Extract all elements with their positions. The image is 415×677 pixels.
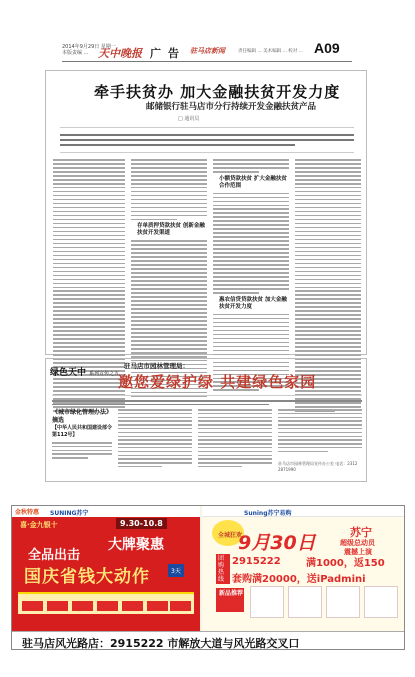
text-line: [53, 211, 125, 213]
text-line: [118, 439, 192, 441]
text-line: [295, 354, 361, 356]
text-line: [131, 183, 207, 185]
text-line: [53, 171, 125, 173]
green-article: [45, 358, 367, 482]
text-line: [198, 413, 272, 415]
text-line: [118, 413, 192, 415]
text-line: [213, 220, 289, 222]
ad-slogan-all-products: 全品出击: [28, 548, 81, 563]
ad-banner-golden: 喜·金九银十: [20, 521, 58, 529]
page-number: A09: [314, 40, 340, 56]
text-line: [131, 260, 207, 262]
text-line: [198, 466, 242, 468]
text-line: [53, 263, 125, 265]
text-line: [213, 224, 289, 226]
text-line: [278, 432, 362, 434]
text-line: [295, 203, 361, 205]
text-line: [131, 195, 207, 197]
text-line: [118, 462, 192, 464]
ad-suning-word: 苏宁: [350, 526, 372, 539]
text-line: [295, 175, 361, 177]
text-line: [131, 159, 207, 161]
text-line: [118, 443, 192, 445]
text-line: [295, 215, 361, 217]
text-line: [53, 318, 125, 320]
article-headline: 牵手扶贫办 加大金融扶贫开发力度: [94, 83, 341, 101]
text-line: [278, 413, 362, 415]
text-line: [213, 342, 289, 344]
text-line: [118, 458, 192, 460]
text-line: [295, 239, 361, 241]
text-line: [295, 235, 361, 237]
article-byline: □ 通讯员: [178, 116, 200, 122]
law-title: 《城市绿化管理办法》摘选: [52, 409, 113, 424]
text-line: [278, 443, 362, 445]
text-line: [213, 201, 289, 203]
text-line: [53, 306, 125, 308]
text-line: [213, 314, 289, 316]
text-line: [198, 417, 272, 419]
text-line: [198, 424, 272, 426]
text-line: [213, 322, 289, 324]
text-line: [131, 264, 207, 266]
text-line: [198, 443, 272, 445]
text-line: [131, 171, 207, 173]
text-line: [213, 280, 289, 282]
ad-autumn-logo: 金秋特惠: [15, 509, 40, 516]
text-line: [213, 163, 289, 165]
text-line: [295, 243, 361, 245]
suning-advertisement: [11, 505, 405, 650]
ad-slogan-national-day: 国庆省钱大动作: [24, 567, 150, 587]
ad-store-address: 驻马店风光路店：2915222 市解放大道与风光路交叉口: [22, 637, 300, 650]
text-line: [295, 167, 361, 169]
text-line: [131, 344, 207, 346]
text-line: [118, 409, 192, 411]
text-line: [53, 287, 125, 289]
text-line: [52, 453, 112, 455]
text-line: [198, 420, 272, 422]
ad-suning-ecommerce-logo: Suning苏宁易购: [244, 510, 292, 517]
text-line: [131, 240, 207, 242]
text-line: [131, 304, 207, 306]
text-line: [213, 208, 289, 210]
text-line: [118, 451, 192, 453]
text-line: [53, 338, 125, 340]
text-line: [295, 310, 361, 312]
text-line: [53, 251, 125, 253]
text-line: [118, 436, 192, 438]
green-lead-paragraph: [52, 395, 362, 407]
text-line: [213, 284, 289, 286]
text-line: [53, 207, 125, 209]
text-line: [53, 191, 125, 193]
text-line: [213, 264, 289, 266]
text-line: [53, 259, 125, 261]
text-line: [213, 334, 289, 336]
text-line: [278, 447, 362, 449]
text-line: [53, 195, 125, 197]
text-line: [53, 350, 125, 352]
text-line: [53, 310, 125, 312]
text-line: [53, 183, 125, 185]
text-line: [53, 167, 125, 169]
text-line: [53, 235, 125, 237]
text-line: [198, 428, 272, 430]
top-article: [45, 70, 367, 355]
green-column-2: [118, 409, 192, 470]
text-line: [213, 159, 289, 161]
text-line: [53, 279, 125, 281]
text-line: [131, 244, 207, 246]
ad-big-date: 9月30日: [238, 532, 316, 554]
text-line: [295, 330, 361, 332]
article-subtitle-3: 惠农信贷贷款扶贫 加大金融扶贫开发力度: [219, 296, 287, 310]
text-line: [53, 219, 125, 221]
text-line: [278, 451, 328, 453]
text-line: [131, 207, 207, 209]
text-line: [198, 436, 272, 438]
text-line: [295, 263, 361, 265]
ad-right-panel: [202, 506, 405, 631]
text-line: [213, 212, 289, 214]
article-subhead: 邮储银行驻马店市分行持续开发金融扶贫产品: [146, 102, 317, 112]
text-line: [213, 268, 289, 270]
text-line: [295, 199, 361, 201]
text-line: [295, 255, 361, 257]
text-line: [53, 334, 125, 336]
paper-name: 天中晚报: [98, 48, 142, 60]
text-line: [295, 302, 361, 304]
ad-three-days-badge: 3天: [168, 564, 184, 577]
article-lead-paragraph: [60, 127, 354, 153]
text-line: [131, 340, 207, 342]
text-line: [213, 228, 289, 230]
text-line: [131, 348, 207, 350]
text-line: [53, 275, 125, 277]
text-line: [213, 260, 289, 262]
text-line: [295, 183, 361, 185]
text-line: [131, 163, 207, 165]
text-line: [118, 428, 192, 430]
text-line: [53, 223, 125, 225]
text-line: [295, 287, 361, 289]
text-line: [131, 191, 207, 193]
text-line: [295, 267, 361, 269]
text-line: [131, 219, 177, 221]
text-line: [198, 462, 272, 464]
text-line: [131, 320, 207, 322]
text-line: [53, 179, 125, 181]
text-line: [295, 326, 361, 328]
text-line: [295, 259, 361, 261]
text-line: [295, 322, 361, 324]
masthead: [62, 44, 352, 62]
text-line: [131, 167, 207, 169]
green-column-3: [198, 409, 272, 470]
text-line: [53, 187, 125, 189]
text-line: [213, 167, 289, 169]
series-tag-title: 绿色天中: [50, 368, 87, 378]
green-kicker: 驻马店市园林管理局：: [124, 362, 189, 370]
text-line: [52, 446, 112, 448]
text-line: [213, 292, 259, 294]
text-line: [118, 466, 162, 468]
text-line: [131, 324, 207, 326]
text-line: [131, 292, 207, 294]
text-line: [52, 457, 88, 459]
text-line: [295, 191, 361, 193]
text-line: [295, 219, 361, 221]
text-line: [131, 256, 207, 258]
green-headline: 邀您爱绿护绿 共建绿色家园: [118, 373, 317, 391]
text-line: [131, 312, 207, 314]
text-line: [213, 272, 289, 274]
text-line: [213, 276, 289, 278]
ad-banner-dates: 9.30-10.8: [116, 518, 167, 529]
law-subtitle: 【中华人民共和国建设部令第112号】: [52, 425, 113, 438]
text-line: [198, 439, 272, 441]
ad-new-products-badge: 新品推荐: [216, 588, 244, 612]
text-line: [53, 243, 125, 245]
text-line: [295, 318, 361, 320]
ad-carnival-badge: 全城狂欢: [212, 520, 244, 546]
text-line: [295, 314, 361, 316]
ad-product-thumbnails: [250, 586, 400, 618]
text-line: [213, 171, 259, 173]
text-line: [131, 203, 207, 205]
text-line: [295, 271, 361, 273]
text-line: [53, 231, 125, 233]
text-line: [198, 451, 272, 453]
text-line: [53, 271, 125, 273]
green-column-1: [52, 409, 112, 461]
article-subtitle-1: 小额贷款扶贫 扩大金融扶贫合作范围: [219, 175, 287, 189]
green-column-4: [278, 409, 362, 455]
text-line: [53, 267, 125, 269]
text-line: [295, 338, 361, 340]
editor-credits: 责任编辑 ... 美术编辑 ... 校对 ...: [238, 49, 304, 54]
text-line: [278, 439, 362, 441]
text-line: [278, 424, 362, 426]
text-line: [295, 350, 361, 352]
text-line: [295, 334, 361, 336]
text-line: [198, 458, 272, 460]
article-subtitle-2: 存单质押贷款扶贫 创新金融扶贫开发渠道: [137, 223, 205, 237]
text-line: [213, 232, 289, 234]
text-line: [295, 342, 361, 344]
text-line: [213, 338, 289, 340]
text-line: [53, 346, 125, 348]
text-line: [131, 284, 207, 286]
text-line: [198, 409, 272, 411]
text-line: [131, 336, 207, 338]
text-line: [295, 290, 361, 292]
ad-suning-logo: SUNING苏宁: [50, 510, 89, 517]
text-line: [118, 432, 192, 434]
text-line: [213, 354, 289, 356]
text-line: [52, 450, 112, 452]
green-footnote: 驻马店市园林管理局宣传办公室 电话：2312 2871990: [278, 461, 358, 472]
text-line: [53, 326, 125, 328]
text-line: [213, 252, 289, 254]
text-line: [295, 187, 361, 189]
text-line: [278, 420, 362, 422]
text-line: [213, 216, 289, 218]
text-line: [118, 447, 192, 449]
text-line: [131, 199, 207, 201]
ad-footer: [12, 631, 405, 650]
text-line: [295, 227, 361, 229]
text-line: [278, 409, 362, 411]
text-line: [295, 275, 361, 277]
text-line: [295, 294, 361, 296]
text-line: [213, 240, 289, 242]
text-line: [118, 420, 192, 422]
text-line: [295, 298, 361, 300]
text-line: [131, 268, 207, 270]
text-line: [131, 276, 207, 278]
text-line: [131, 296, 207, 298]
text-line: [295, 159, 361, 161]
text-line: [213, 346, 289, 348]
text-line: [131, 300, 207, 302]
text-line: [53, 302, 125, 304]
text-line: [213, 205, 289, 207]
brand-name: 驻马店新闻: [190, 47, 225, 55]
text-line: [52, 442, 112, 444]
text-line: [131, 179, 207, 181]
issue-edit-info: 本版责编 ...: [62, 50, 89, 56]
text-line: [53, 215, 125, 217]
text-line: [118, 424, 192, 426]
text-line: [53, 203, 125, 205]
text-line: [131, 252, 207, 254]
text-line: [53, 322, 125, 324]
text-line: [213, 193, 289, 195]
ad-promo-rebate: 满1000，返150: [306, 558, 385, 569]
text-line: [198, 447, 272, 449]
text-line: [213, 326, 289, 328]
text-line: [213, 318, 289, 320]
text-line: [213, 248, 289, 250]
text-line: [53, 163, 125, 165]
text-line: [131, 175, 207, 177]
text-line: [53, 247, 125, 249]
text-line: [53, 159, 125, 161]
text-line: [295, 179, 361, 181]
text-line: [295, 346, 361, 348]
section-name: 广告: [150, 47, 186, 60]
text-line: [198, 432, 272, 434]
text-line: [131, 211, 207, 213]
ad-promo-ipad: 套购满20000，送iPadmini: [232, 574, 366, 585]
text-line: [278, 417, 362, 419]
series-tag-sub: 系列宣传之五: [89, 371, 120, 377]
series-tag: [50, 365, 119, 378]
text-line: [295, 171, 361, 173]
text-line: [53, 290, 125, 292]
text-line: [213, 197, 289, 199]
text-line: [213, 350, 289, 352]
text-line: [295, 223, 361, 225]
ad-price-strip: [18, 592, 194, 614]
ad-super-mobilization: 超级总动员: [340, 539, 375, 547]
text-line: [131, 215, 207, 217]
text-line: [118, 417, 192, 419]
text-line: [213, 256, 289, 258]
issue-date: 2014年9月29日 星期一: [62, 44, 116, 50]
text-line: [118, 455, 192, 457]
text-line: [295, 207, 361, 209]
text-line: [213, 236, 289, 238]
text-line: [131, 316, 207, 318]
ad-hotline-number: 2915222: [232, 556, 281, 567]
text-line: [131, 352, 207, 354]
text-line: [295, 163, 361, 165]
ad-left-panel: [12, 506, 200, 631]
text-line: [53, 239, 125, 241]
text-line: [213, 330, 289, 332]
text-line: [295, 283, 361, 285]
ad-slogan-brands: 大牌聚惠: [108, 537, 164, 553]
text-line: [131, 332, 207, 334]
text-line: [278, 428, 362, 430]
text-line: [131, 328, 207, 330]
text-line: [131, 272, 207, 274]
text-line: [131, 248, 207, 250]
text-line: [53, 298, 125, 300]
text-line: [53, 354, 125, 356]
text-line: [295, 195, 361, 197]
text-line: [131, 308, 207, 310]
text-line: [53, 342, 125, 344]
text-line: [53, 175, 125, 177]
text-line: [53, 314, 125, 316]
text-line: [131, 288, 207, 290]
ad-grand-opening: 震撼上演: [344, 548, 372, 556]
text-line: [213, 244, 289, 246]
text-line: [295, 251, 361, 253]
text-line: [53, 294, 125, 296]
text-line: [53, 227, 125, 229]
text-line: [295, 247, 361, 249]
text-line: [295, 211, 361, 213]
text-line: [53, 283, 125, 285]
ad-hotline-label: 团购热线: [216, 554, 230, 584]
text-line: [278, 436, 362, 438]
text-line: [198, 455, 272, 457]
text-line: [53, 330, 125, 332]
text-line: [295, 231, 361, 233]
text-line: [53, 255, 125, 257]
text-line: [213, 288, 289, 290]
text-line: [295, 279, 361, 281]
text-line: [295, 306, 361, 308]
text-line: [131, 187, 207, 189]
text-line: [53, 199, 125, 201]
text-line: [131, 280, 207, 282]
